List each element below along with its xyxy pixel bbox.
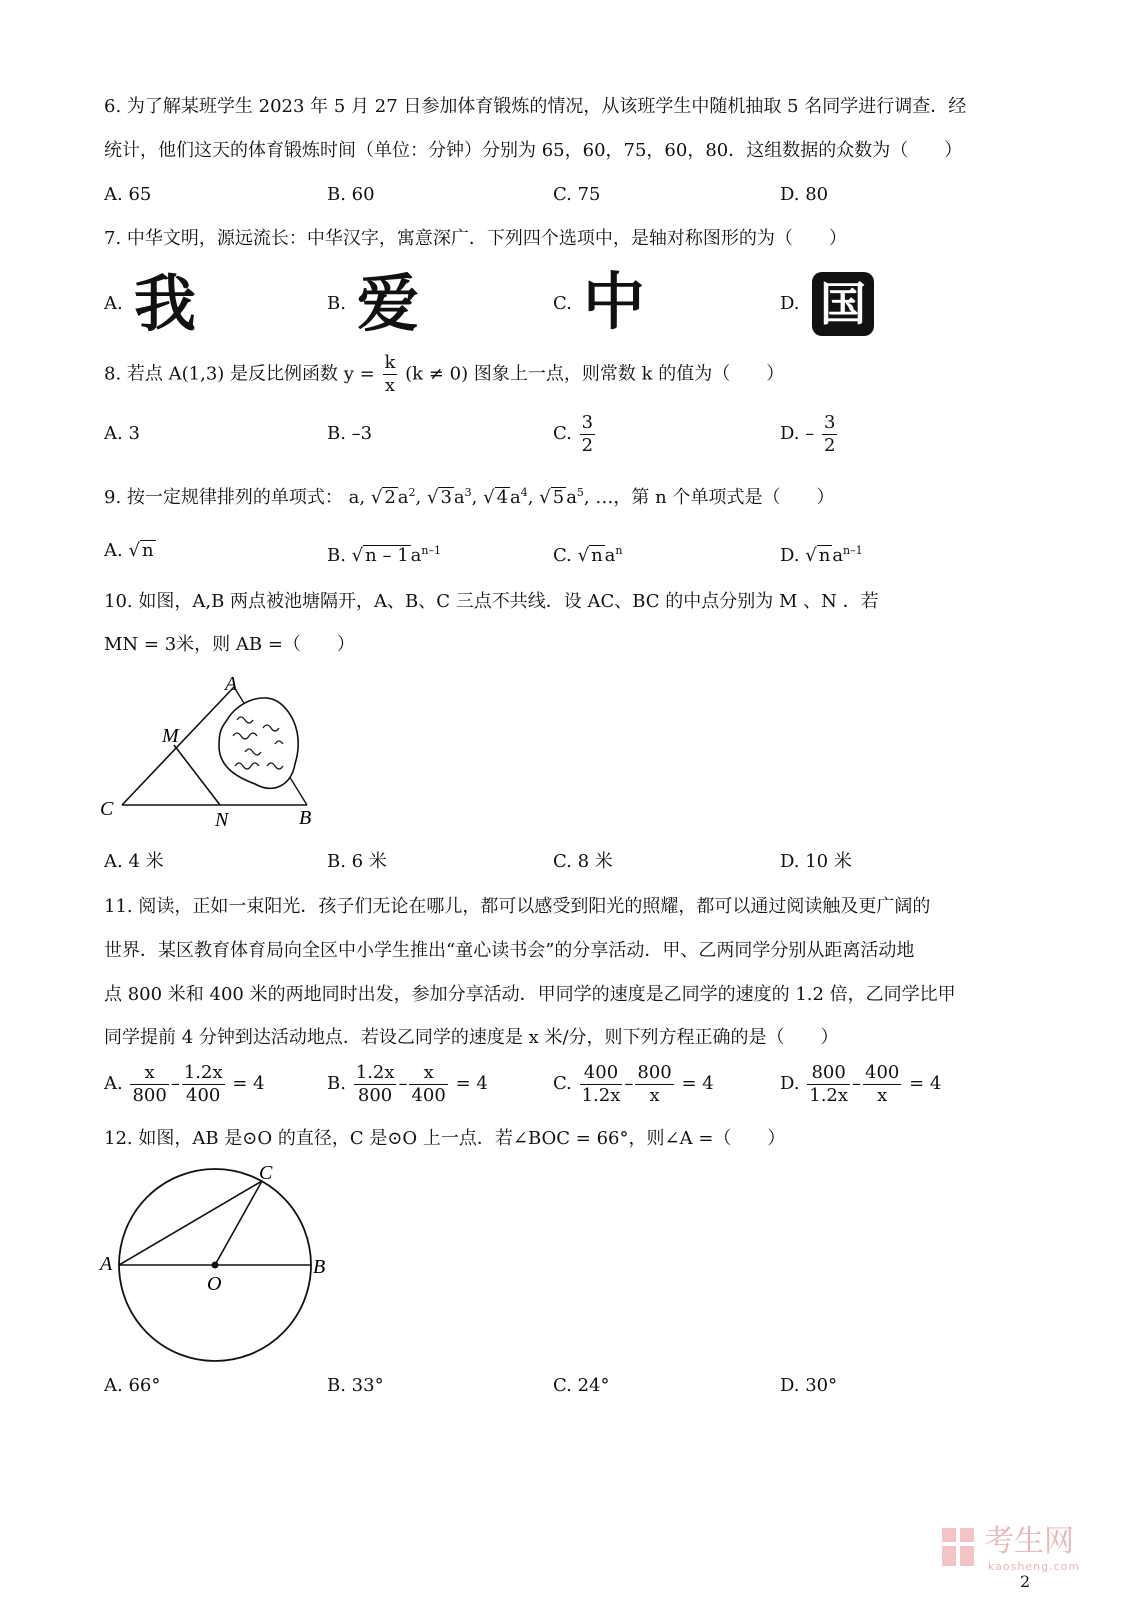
q9-r3: 3 — [440, 487, 452, 508]
q11-c-eq: = 4 — [681, 1073, 714, 1094]
q9-term-2: √ 2 $a^2$, — [370, 486, 422, 508]
q11-a-d1: 800 — [132, 1084, 167, 1106]
q8-line — [104, 352, 784, 397]
q9-r5: 5 — [552, 487, 565, 508]
q11-option-c — [553, 1060, 714, 1108]
q9-seq-end: …，第 — [595, 487, 650, 508]
q7-glyph-guo: 国 — [820, 277, 866, 331]
q10-label-a: A — [225, 673, 238, 695]
q12-label-a: A — [100, 1253, 113, 1275]
q8-option-c-fraction — [580, 412, 595, 457]
q9-line — [104, 482, 834, 509]
q7-option-b-label: B. — [327, 293, 346, 314]
q11-c-d2: x — [649, 1084, 660, 1106]
q12-option-a: A. 66° — [104, 1375, 161, 1396]
q12-chord-ac — [119, 1181, 262, 1265]
q8-mid: 是反比例函数 — [230, 363, 339, 385]
q11-option-b-label: B. — [327, 1073, 346, 1094]
q8-option-c-label: C. — [553, 423, 572, 444]
q12-radius-oc — [215, 1181, 262, 1265]
q8-suffix2: 的值为（ ） — [658, 363, 785, 385]
q9-r2: 2 — [384, 487, 396, 508]
q8-d-den: 2 — [823, 434, 836, 456]
q9-term-5: √ 5 $a^5$, — [539, 486, 590, 508]
q11-b-d2: 400 — [411, 1084, 446, 1106]
q9-option-c: C. √ n $a^n$ — [553, 544, 623, 566]
q8-option-b: B. –3 — [327, 423, 373, 444]
q9-option-b-exp: n–1 — [421, 544, 441, 557]
q10-option-c: C. 8 米 — [553, 851, 613, 872]
q8-fraction — [383, 352, 398, 397]
q8-c-den: 2 — [581, 434, 594, 456]
q12-option-c: C. 24° — [553, 1375, 610, 1396]
q10-label-n: N — [215, 809, 229, 831]
q11-c-frac1 — [580, 1062, 623, 1107]
q9-option-b-radicand: n – 1 — [365, 545, 409, 566]
q10-option-a: A. 4 米 — [104, 851, 164, 872]
q7-option-d-label: D. — [780, 293, 800, 314]
q11-c-frac2 — [635, 1062, 673, 1107]
q11-d-frac1 — [807, 1062, 850, 1107]
q12-line1: 12. 如图，AB 是⊙O 的直径，C 是⊙O 上一点．若∠BOC = 66°，则∠A =（ ） — [104, 1128, 786, 1149]
q8-y-eq: y = — [343, 363, 375, 385]
q9-option-c-label: C. — [553, 545, 572, 566]
q11-b-d1: 800 — [357, 1084, 393, 1106]
q11-a-frac2 — [182, 1062, 225, 1107]
q11-d-minus: – — [852, 1073, 862, 1094]
q11-a-eq: = 4 — [232, 1073, 265, 1094]
q10-figure — [95, 668, 335, 838]
q11-option-a — [104, 1060, 265, 1108]
q9-option-d-label: D. — [780, 545, 800, 566]
q11-option-c-label: C. — [553, 1073, 572, 1094]
q7-option-a-label: A. — [104, 293, 123, 314]
q7-line1: 7. 中华文明，源远流长：中华汉字，寓意深广．下列四个选项中，是轴对称图形的为（ ） — [104, 228, 847, 249]
q9-option-d-radicand: n — [818, 545, 831, 566]
q11-d-d1: 1.2x — [809, 1084, 849, 1106]
q9-option-b-a: a — [410, 545, 422, 566]
q9-term-1: a, — [348, 487, 366, 508]
q8-option-d-fraction — [822, 412, 837, 457]
q12-center-dot — [212, 1262, 219, 1269]
q11-line2: 世界．某区教育体育局向全区中小学生推出“童心读书会”的分享活动．甲、乙两同学分别从距离活动地 — [104, 940, 915, 961]
q9-e3: 3 — [464, 486, 472, 499]
q10-line1: 10. 如图，A,B 两点被池塘隔开，A、B、C 三点不共线．设 AC、BC 的中点分别为 M 、N ．若 — [104, 591, 879, 612]
q11-a-n1: x — [130, 1062, 168, 1085]
q9-term-4: √ 4 $a^4$, — [483, 486, 534, 508]
q11-d-eq: = 4 — [909, 1073, 942, 1094]
q12-label-b: B — [313, 1256, 326, 1278]
q9-option-b-label: B. — [327, 545, 346, 566]
q11-line1: 11. 阅读，正如一束阳光．孩子们无论在哪儿，都可以感受到阳光的照耀，都可以通过阅读触及更广阔的 — [104, 896, 931, 917]
q8-point: A(1,3) — [168, 363, 225, 385]
q10-label-b: B — [299, 807, 312, 829]
q8-prefix: 8. 若点 — [104, 363, 163, 385]
q8-condition: (k ≠ 0) — [405, 363, 469, 385]
q11-a-frac1 — [130, 1062, 168, 1107]
q11-option-d — [780, 1060, 941, 1108]
q9-n: n — [655, 487, 667, 508]
q8-suffix: 图象上一点，则常数 — [473, 363, 636, 385]
q11-b-eq: = 4 — [455, 1073, 488, 1094]
q11-d-n2: 400 — [865, 1061, 900, 1083]
q8-option-d-sign: – — [805, 423, 815, 444]
q11-a-n2: 1.2x — [183, 1061, 223, 1083]
q11-b-n2: x — [409, 1062, 447, 1085]
q11-option-a-label: A. — [104, 1073, 123, 1094]
q11-option-b — [327, 1060, 488, 1108]
q6-option-a: A. 65 — [104, 184, 152, 205]
q6-option-b: B. 60 — [327, 184, 375, 205]
q11-b-frac2 — [409, 1062, 447, 1107]
q6-line2: 统计，他们这天的体育锻炼时间（单位：分钟）分别为 65，60，75，60，80．这组数据的众数为（ ） — [104, 140, 963, 161]
q9-option-a: A. √ n — [104, 540, 154, 561]
q8-option-d-label: D. — [780, 423, 800, 444]
watermark-url: kaosheng.com — [988, 1560, 1081, 1573]
q10-line2: MN = 3米，则 AB =（ ） — [104, 634, 355, 655]
q11-b-frac1 — [354, 1062, 397, 1107]
q10-option-b: B. 6 米 — [327, 851, 387, 872]
q11-c-n2: 800 — [637, 1061, 672, 1083]
q11-d-n1: 800 — [807, 1062, 850, 1085]
q8-frac-den: x — [384, 375, 396, 396]
q9-suffix: 个单项式是（ ） — [672, 487, 835, 508]
q12-figure — [95, 1155, 345, 1370]
q11-a-d2: 400 — [186, 1084, 221, 1106]
q9-option-c-a: a — [604, 545, 616, 566]
q10-label-m: M — [162, 725, 179, 747]
q11-b-n1: 1.2x — [355, 1061, 395, 1083]
q6-line1: 6. 为了解某班学生 2023 年 5 月 27 日参加体育锻炼的情况，从该班学生中随机抽取 5 名同学进行调查．经 — [104, 96, 967, 117]
q7-option-c-label: C. — [553, 293, 572, 314]
q9-e2: 2 — [408, 486, 416, 499]
q6-option-c: C. 75 — [553, 184, 601, 205]
q8-d-num: 3 — [823, 411, 836, 433]
q10-label-c: C — [100, 798, 114, 820]
q11-option-d-label: D. — [780, 1073, 800, 1094]
q8-option-d — [780, 410, 839, 458]
q9-option-c-radicand: n — [591, 545, 603, 566]
q12-label-o: O — [207, 1273, 222, 1295]
q11-d-d2: x — [877, 1084, 888, 1106]
q8-k: k — [641, 363, 653, 385]
q7-glyph-ai: 爱 — [357, 267, 420, 340]
q7-glyph-zhong: 中 — [583, 265, 646, 338]
q11-d-frac2 — [863, 1062, 901, 1107]
q11-b-minus: – — [398, 1073, 408, 1094]
q11-line3: 点 800 米和 400 米的两地同时出发，参加分享活动．甲同学的速度是乙同学的速度的 1.2 倍，乙同学比甲 — [104, 984, 956, 1005]
q8-option-c — [553, 410, 597, 458]
q9-option-a-radicand: n — [141, 540, 154, 561]
q9-option-c-exp: n — [615, 544, 623, 557]
q9-option-b: B. √ n – 1 $a^{n-1}$ — [327, 544, 441, 566]
q10-option-d: D. 10 米 — [780, 851, 852, 872]
q9-option-d-exp: n–1 — [843, 544, 863, 557]
q9-prefix: 9. 按一定规律排列的单项式： — [104, 487, 343, 508]
q9-e4: 4 — [520, 486, 528, 499]
q7-glyph-wo: 我 — [134, 267, 197, 340]
q12-option-d: D. 30° — [780, 1375, 838, 1396]
q10-segment-mn — [174, 745, 220, 805]
q6-option-d: D. 80 — [780, 184, 829, 205]
q9-option-d-a: a — [832, 545, 844, 566]
q8-frac-num: k — [384, 352, 396, 373]
q9-e5: 5 — [576, 486, 584, 499]
watermark-text: 考生网 — [984, 1524, 1074, 1559]
q12-label-c: C — [259, 1162, 273, 1184]
q11-c-d1: 1.2x — [581, 1084, 621, 1106]
q9-r4: 4 — [496, 487, 509, 508]
q9-option-d: D. √ n $a^{n-1}$ — [780, 544, 863, 566]
q8-c-num: 3 — [581, 411, 594, 433]
q11-c-n1: 400 — [580, 1062, 623, 1085]
q9-term-3: √ 3 $a^3$, — [426, 486, 478, 508]
q11-c-minus: – — [624, 1073, 634, 1094]
watermark-logo-icon — [940, 1526, 980, 1570]
q11-a-minus: – — [170, 1073, 180, 1094]
q8-option-a: A. 3 — [104, 423, 140, 444]
q12-option-b: B. 33° — [327, 1375, 384, 1396]
q11-line4: 同学提前 4 分钟到达活动地点．若设乙同学的速度是 x 米/分，则下列方程正确的是（ ） — [104, 1027, 839, 1048]
q10-pond — [219, 698, 298, 788]
q9-option-a-label: A. — [104, 540, 123, 561]
page-number: 2 — [1020, 1572, 1031, 1591]
